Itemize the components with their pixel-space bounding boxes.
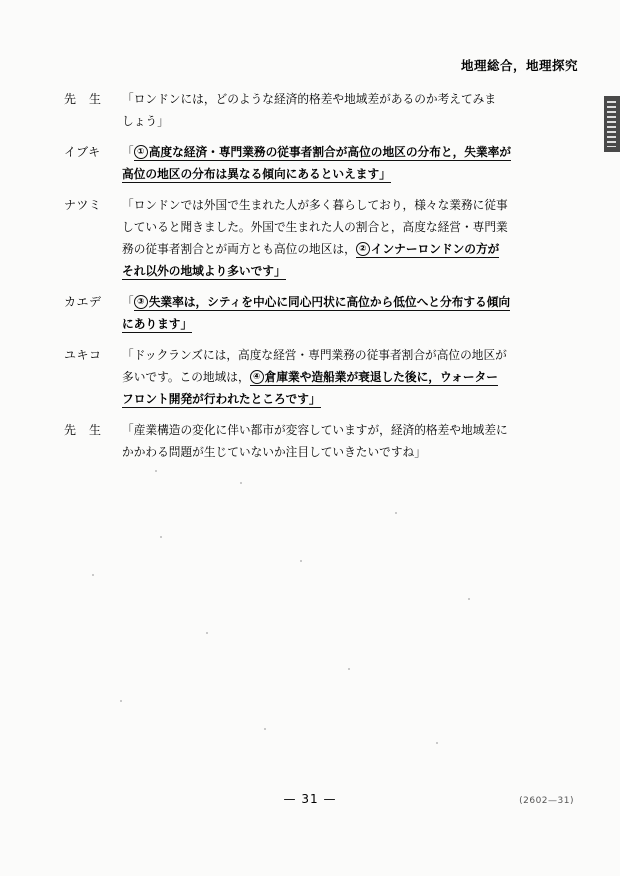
- line-text: 「ドックランズには，高度な経営・専門業務の従事者割合が高位の地区が: [122, 348, 507, 362]
- speaker-label: カエデ: [64, 295, 102, 309]
- scan-speck: [92, 574, 94, 576]
- line-text-underlined: 高度な経済・専門業務の従事者割合が高位の地区の分布と，失業率が: [148, 145, 512, 159]
- dialogue-line: [122, 238, 564, 260]
- line-text-underlined: それ以外の地域より多いです」: [122, 264, 286, 278]
- line-text: 「ロンドンには，どのような経済的格差や地域差があるのか考えてみま: [122, 92, 497, 106]
- scan-speck: [160, 536, 162, 538]
- dialogue-turn: [64, 419, 564, 463]
- dialogue-turn: [64, 141, 564, 185]
- dialogue-line: [122, 141, 564, 163]
- line-text-underlined: 高位の地区の分布は異なる傾向にあるといえます」: [122, 167, 391, 181]
- scan-speck: [206, 632, 208, 634]
- line-text-underlined: にあります」: [122, 317, 193, 331]
- scan-speck: [395, 512, 397, 514]
- line-text: かかわる問題が生じていないか注目していきたいですね」: [122, 445, 426, 459]
- scan-speck: [436, 742, 438, 744]
- page-number: — 31 —: [283, 792, 337, 806]
- line-text-underlined: 失業率は，シティを中心に同心円状に高位から低位へと分布する傾向: [148, 295, 511, 309]
- dialogue-turn: [64, 88, 564, 132]
- line-text: 多いです。この地域は，: [122, 370, 250, 384]
- dialogue-lines: [122, 194, 564, 282]
- line-text: していると聞きました。外国で生まれた人の割合と，高度な経営・専門業: [122, 220, 508, 234]
- dialogue-turn: [64, 291, 564, 335]
- scan-speck: [300, 560, 302, 562]
- speaker-label: イブキ: [64, 145, 101, 159]
- line-text-underlined: 倉庫業や造船業が衰退した後に，ウォーター: [264, 370, 498, 384]
- dialogue-line: [122, 419, 564, 441]
- dialogue-line: [122, 216, 564, 238]
- dialogue-line: [122, 291, 564, 313]
- page-header-title: 地理総合，地理探究: [460, 58, 578, 73]
- dialogue-line: [122, 441, 564, 463]
- dialogue-line: [122, 313, 564, 335]
- dialogue-line: [122, 344, 564, 366]
- dialogue-lines: [122, 291, 564, 335]
- dialogue-lines: [122, 344, 564, 410]
- speaker-label: 先 生: [64, 423, 102, 437]
- scan-speck: [240, 482, 242, 484]
- speaker-label: ユキコ: [64, 348, 102, 362]
- circled-number-3: ③: [134, 295, 148, 309]
- dialogue-line: [122, 110, 564, 132]
- form-code: (2602—31): [519, 796, 574, 806]
- line-text-underlined: フロント開発が行われたところです」: [122, 392, 321, 406]
- dialogue-turn: [64, 194, 564, 282]
- dialogue-lines: [122, 419, 564, 463]
- dialogue-line: [122, 163, 564, 185]
- dialogue-line: [122, 88, 564, 110]
- scan-speck: [120, 700, 122, 702]
- dialogue-lines: [122, 88, 564, 132]
- dialogue-lines: [122, 141, 564, 185]
- scan-speck: [264, 728, 266, 730]
- scan-speck: [468, 598, 470, 600]
- line-text-underlined: インナーロンドンの方が: [370, 242, 500, 256]
- speaker-label: ナツミ: [64, 198, 102, 212]
- dialogue-turn: [64, 344, 564, 410]
- line-text: しょう」: [122, 114, 169, 128]
- dialogue-body: [64, 88, 564, 472]
- line-text: 「ロンドンでは外国で生まれた人が多く暮らしており，様々な業務に従事: [122, 198, 508, 212]
- circled-number-1: ①: [134, 145, 148, 159]
- circled-number-2: ②: [356, 242, 370, 256]
- line-text: 務の従事者割合とが両方とも高位の地区は，: [122, 242, 356, 256]
- dialogue-line: [122, 388, 564, 410]
- line-text: 「: [122, 145, 134, 159]
- scan-edge-artifact: [604, 96, 620, 152]
- speaker-label: 先 生: [64, 92, 102, 106]
- dialogue-line: [122, 194, 564, 216]
- line-text: 「産業構造の変化に伴い都市が変容していますが，経済的格差や地域差に: [122, 423, 508, 437]
- dialogue-line: [122, 366, 564, 388]
- dialogue-line: [122, 260, 564, 282]
- line-text: 「: [122, 295, 134, 309]
- scan-speck: [348, 668, 350, 670]
- scan-speck: [155, 470, 157, 472]
- circled-number-4: ④: [250, 370, 264, 384]
